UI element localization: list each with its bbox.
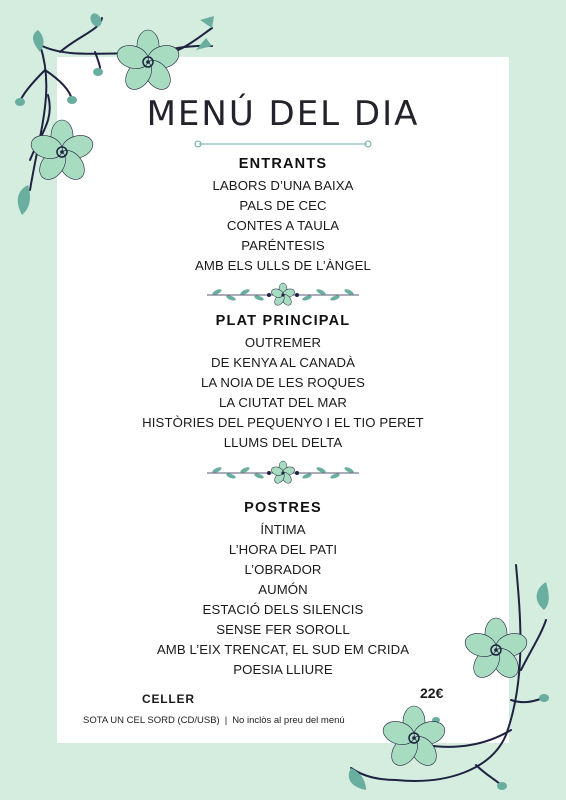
ornament-divider-icon bbox=[203, 282, 363, 308]
section-heading-postres: POSTRES bbox=[244, 500, 322, 516]
list-item: HISTÒRIES DEL PEQUENYO I EL TIO PERET bbox=[142, 415, 424, 430]
list-item: AUMÓN bbox=[258, 582, 308, 597]
list-item: SENSE FER SOROLL bbox=[216, 622, 350, 637]
list-item: L’OBRADOR bbox=[244, 562, 322, 577]
list-item: LA CIUTAT DEL MAR bbox=[219, 395, 347, 410]
plat-principal-list bbox=[57, 333, 509, 453]
postres-list bbox=[57, 520, 509, 680]
ornament-divider-icon bbox=[203, 460, 363, 486]
list-item: ÍNTIMA bbox=[260, 522, 306, 537]
list-item: LABORS D’UNA BAIXA bbox=[212, 178, 354, 193]
menu-price: 22€ bbox=[420, 685, 444, 701]
list-item: AMB L’EIX TRENCAT, EL SUD EM CRIDA bbox=[156, 642, 410, 657]
menu-title: MENÚ DEL DIA bbox=[146, 94, 420, 134]
list-item: PARÉNTESIS bbox=[241, 238, 325, 253]
list-item: L’HORA DEL PATI bbox=[228, 542, 338, 557]
entrants-list bbox=[57, 176, 509, 276]
list-item: DE KENYA AL CANADÀ bbox=[211, 355, 355, 370]
list-item: AMB ELS ULLS DE L’ÀNGEL bbox=[194, 258, 371, 273]
list-item: PALS DE CEC bbox=[239, 198, 327, 213]
list-item: CONTES A TAULA bbox=[226, 218, 340, 233]
celler-line bbox=[83, 715, 345, 726]
section-heading-celler: CELLER bbox=[142, 692, 195, 706]
separator: | bbox=[224, 715, 228, 726]
list-item: LLUMS DEL DELTA bbox=[223, 435, 343, 450]
list-item: POESIA LLIURE bbox=[233, 662, 333, 677]
list-item: LA NOIA DE LES ROQUES bbox=[200, 375, 366, 390]
list-item: OUTREMER bbox=[244, 335, 322, 350]
title-underline-icon bbox=[194, 139, 372, 149]
section-heading-entrants: ENTRANTS bbox=[238, 156, 328, 172]
section-heading-plat-principal: PLAT PRINCIPAL bbox=[215, 313, 351, 329]
celler-item: SOTA UN CEL SORD (CD/USB) bbox=[83, 715, 220, 726]
celler-note: No inclòs al preu del menú bbox=[232, 715, 345, 726]
list-item: ESTACIÓ DELS SILENCIS bbox=[202, 602, 364, 617]
